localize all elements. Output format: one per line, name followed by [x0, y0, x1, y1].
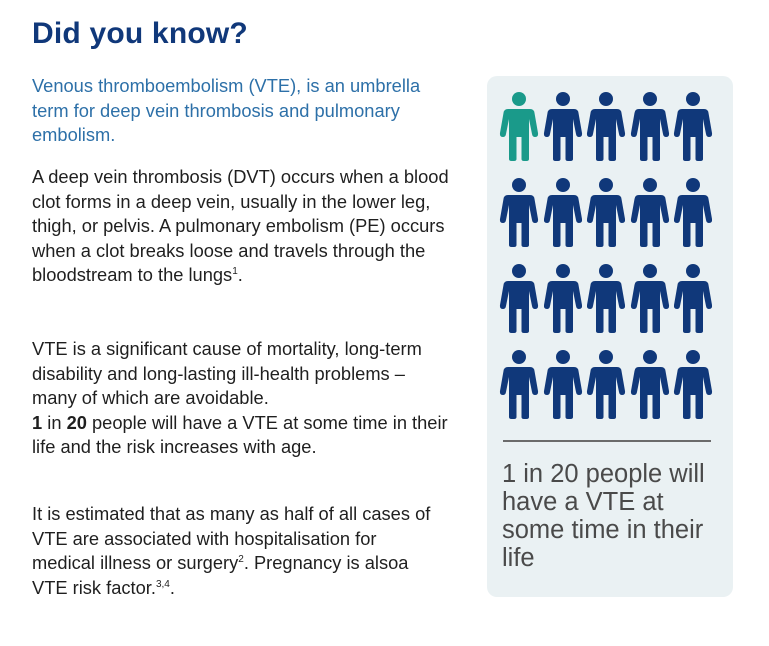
reference-2: 2 — [238, 553, 244, 565]
stat-in: in — [42, 411, 67, 433]
estimate-mid: . Pregnancy is alsoa VTE risk factor. — [32, 552, 409, 598]
divider — [503, 440, 711, 442]
dvt-text: A deep vein thrombosis (DVT) occurs when a blood clot forms in a deep vein, usually in the lower leg, thigh, or pelvis. A pulmonary embolism (PE) occurs when a clot breaks loose and travels through the bloodstream to the lungs — [32, 166, 449, 285]
reference-1: 1 — [232, 265, 238, 277]
significance-text: VTE is a significant cause of mortality, long-term disability and long-lasting ill-health problems – many of which are avoidable. — [32, 338, 422, 408]
person-icon — [673, 91, 713, 161]
estimate-paragraph — [32, 502, 432, 600]
reference-3-4: 3,4 — [155, 578, 170, 590]
person-icon — [630, 177, 670, 247]
person-icon — [543, 177, 583, 247]
stat-number-twenty: 20 — [66, 411, 87, 433]
person-icon — [586, 349, 626, 419]
person-icon — [543, 349, 583, 419]
person-icon — [630, 263, 670, 333]
stat-number-one: 1 — [32, 411, 43, 433]
significance-paragraph — [32, 337, 452, 460]
infographic-stat: 1 in 20 people will have a VTE at some time in their life — [502, 460, 705, 572]
person-icon — [543, 263, 583, 333]
person-icon — [673, 263, 713, 333]
person-icon — [673, 349, 713, 419]
person-icon — [586, 263, 626, 333]
person-icon — [586, 177, 626, 247]
person-icon — [630, 91, 670, 161]
people-grid — [499, 91, 719, 411]
estimate-text: It is estimated that as many as half of all cases of VTE are associated with hospitalisation for medical illness or surgery — [32, 503, 431, 573]
estimate-end: . — [169, 576, 175, 598]
dvt-paragraph — [32, 165, 452, 288]
page-title: Did you know? — [32, 17, 248, 50]
person-icon — [586, 91, 626, 161]
intro-paragraph: Venous thromboembolism (VTE), is an umbrella term for deep vein thrombosis and pulmonary embolism. — [32, 75, 421, 145]
dvt-end: . — [237, 264, 243, 285]
person-icon — [673, 177, 713, 247]
person-icon — [499, 263, 539, 333]
person-icon — [499, 177, 539, 247]
person-icon — [499, 349, 539, 419]
stat-rest: people will have a VTE at some time in their life and the risk increases with age. — [32, 411, 448, 457]
person-icon — [630, 349, 670, 419]
person-icon — [543, 91, 583, 161]
person-highlighted-icon — [499, 91, 539, 161]
